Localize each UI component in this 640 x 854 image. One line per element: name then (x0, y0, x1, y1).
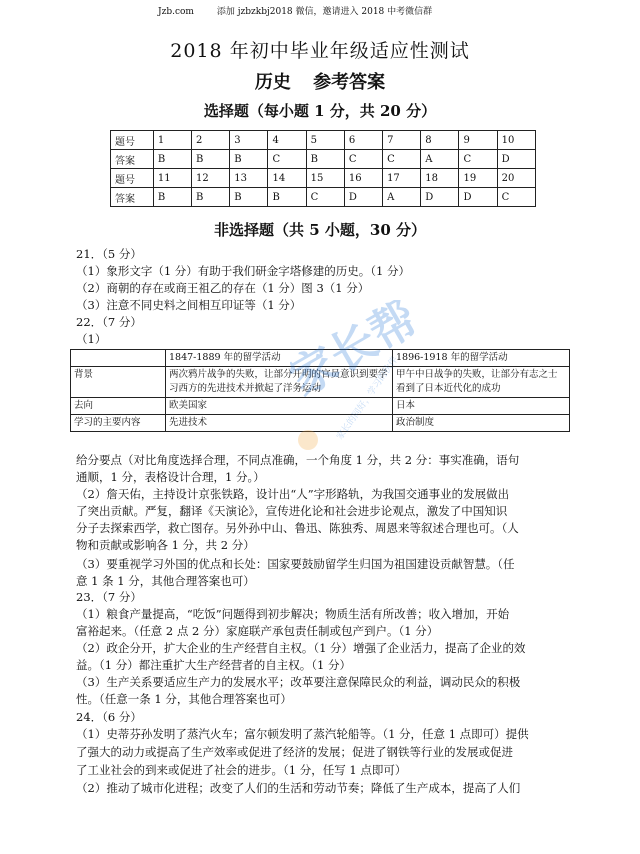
answer-cell: 2 (192, 131, 230, 150)
answer-cell: B (153, 150, 191, 169)
answer-cell: 19 (459, 169, 497, 188)
page-subtitle (0, 68, 640, 94)
q24-line: 了工业社会的到来或促进了社会的进步。（1 分，任写 1 点即可） (76, 763, 407, 777)
answer-cell: C (306, 188, 344, 207)
row-label: 学习的主要内容 (71, 415, 166, 432)
answer-cell: 4 (268, 131, 306, 150)
q22-line: 给分要点（对比角度选择合理，不同点准确，一个角度 1 分，共 2 分：事实准确，语句 (76, 453, 520, 467)
answer-cell: A (383, 188, 421, 207)
row-label: 背景 (71, 367, 166, 398)
page-title: 2018 年初中毕业年级适应性测试 (170, 40, 470, 62)
answer-cell: 18 (421, 169, 459, 188)
answer-cell: 8 (421, 131, 459, 150)
answer-cell: A (421, 150, 459, 169)
answer-cell: 7 (383, 131, 421, 150)
row-label: 题号 (111, 131, 154, 150)
watermark-dot (298, 430, 318, 450)
table-cell: 欧美国家 (166, 398, 393, 415)
q23-head: 23．（7 分） (76, 590, 142, 604)
answer-cell: 6 (344, 131, 382, 150)
q22-line: 意 1 条 1 分，其他合理答案也可） (76, 574, 255, 588)
nonchoice-heading: 非选择题（共 5 小题，30 分） (214, 221, 426, 239)
q24-line: （1）史蒂芬孙发明了蒸汽火车；富尔顿发明了蒸汽轮船等。（1 分，任意 1 点即可）提供 (76, 727, 529, 741)
kind-label: 参考答案 (313, 72, 386, 93)
q21-line: （3）注意不同史料之间相互印证等（1 分） (76, 298, 302, 312)
answer-cell: 3 (230, 131, 268, 150)
header-note: 添加 jzbzkbj2018 微信，邀请进入 2018 中考微信群 (216, 7, 433, 17)
answer-cell: C (459, 150, 497, 169)
q22-head: 22．（7 分） (76, 315, 142, 329)
table-cell: 甲午中日战争的失败，让部分有志之士看到了日本近代化的成功 (393, 367, 570, 398)
q24-head: 24．（6 分） (76, 710, 142, 724)
answer-cell: 14 (268, 169, 306, 188)
q23-line: （1）粮食产量提高，“吃饭”问题得到初步解决；物质生活有所改善；收入增加，开始 (76, 607, 510, 621)
answer-cell: 1 (153, 131, 191, 150)
study-abroad-table (70, 349, 570, 432)
q22-line: 分子去探索西学，救亡图存。另外孙中山、鲁迅、陈独秀、周恩来等叙述合理也可。（人 (76, 521, 519, 535)
answer-cell: D (459, 188, 497, 207)
subject-label: 历史 (254, 72, 291, 93)
q22-line: 了突出贡献。严复，翻译《天演论》，宣传进化论和社会进步论观点，激发了中国知识 (76, 504, 508, 518)
q22-line: 物和贡献或影响各 1 分，共 2 分） (76, 538, 255, 552)
answer-cell: C (268, 150, 306, 169)
header-line (158, 4, 432, 17)
answer-cell: C (497, 188, 535, 207)
answer-table-row (111, 150, 536, 169)
answer-cell: B (192, 188, 230, 207)
answer-cell: 11 (153, 169, 191, 188)
row-label: 答案 (111, 150, 154, 169)
row-label: 题号 (111, 169, 154, 188)
answer-cell: B (230, 188, 268, 207)
q22-line: （2）詹天佑，主持设计京张铁路，设计出“人”字形路轨，为我国交通事业的发展做出 (76, 487, 510, 501)
answer-cell: D (497, 150, 535, 169)
answer-cell: C (344, 150, 382, 169)
answer-cell: B (306, 150, 344, 169)
row-label: 答案 (111, 188, 154, 207)
answer-cell: 15 (306, 169, 344, 188)
q23-line: （3）生产关系要适应生产力的发展水平；改革要注意保障民众的利益，调动民众的积极 (76, 675, 521, 689)
column-header: 1847-1889 年的留学活动 (166, 350, 393, 367)
table-cell: 政治制度 (393, 415, 570, 432)
table-cell: 两次鸦片战争的失败，让部分开明的官员意识到要学习西方的先进技术并掀起了洋务运动 (166, 367, 393, 398)
table-corner (71, 350, 166, 367)
answer-cell: B (192, 150, 230, 169)
answer-cell: 10 (497, 131, 535, 150)
q21-head: 21．（5 分） (76, 247, 142, 261)
q23-line: 富裕起来。（任意 2 点 2 分）家庭联产承包责任制或包产到户。（1 分） (76, 624, 439, 638)
answer-table-row (111, 169, 536, 188)
answer-cell: 13 (230, 169, 268, 188)
answer-table-row (111, 131, 536, 150)
q21-line: （1）象形文字（1 分）有助于我们研金字塔修建的历史。（1 分） (76, 264, 411, 278)
answer-cell: C (383, 150, 421, 169)
answer-table-row (111, 188, 536, 207)
site-name: Jzb.com (158, 7, 194, 17)
q24-line: 了强大的动力或提高了生产效率或促进了经济的发展；促进了钢铁等行业的发展或促进 (76, 745, 513, 759)
q23-line: （2）政企分开，扩大企业的生产经营自主权。（1 分）增强了企业活力，提高了企业的效 (76, 641, 526, 655)
row-label: 去向 (71, 398, 166, 415)
answer-cell: 17 (383, 169, 421, 188)
answer-cell: 5 (306, 131, 344, 150)
q21-line: （2）商朝的存在或商王祖乙的存在（1 分）图 3（1 分） (76, 281, 370, 295)
answer-cell: D (421, 188, 459, 207)
table-cell: 日本 (393, 398, 570, 415)
answer-table (110, 130, 536, 207)
answer-cell: B (268, 188, 306, 207)
watermark-text: 家长帮 (290, 300, 420, 406)
answer-cell: 12 (192, 169, 230, 188)
q23-line: 性。（任意一条 1 分，其他合理答案也可） (76, 692, 292, 706)
q22-line: 通顺，1 分，表格设计合理，1 分。） (76, 470, 265, 484)
q24-line: （2）推动了城市化进程；改变了人们的生活和劳动节奏；降低了生产成本，提高了人们 (76, 781, 521, 795)
choice-heading: 选择题（每小题 1 分，共 20 分） (203, 102, 437, 120)
q22-sub1: （1） (76, 332, 107, 346)
column-header: 1896-1918 年的留学活动 (393, 350, 570, 367)
answer-cell: 9 (459, 131, 497, 150)
answer-cell: 20 (497, 169, 535, 188)
answer-cell: 16 (344, 169, 382, 188)
watermark-small-text: 家长的同好，学习的伙伴 (335, 355, 401, 443)
q23-line: 益。（1 分）都注重扩大生产经营者的自主权。（1 分） (76, 658, 351, 672)
table-cell: 先进技术 (166, 415, 393, 432)
answer-cell: D (344, 188, 382, 207)
answer-cell: B (230, 150, 268, 169)
q22-line: （3）要重视学习外国的优点和长处：国家要鼓励留学生归国为祖国建设贡献智慧。（任 (76, 557, 515, 571)
answer-cell: B (153, 188, 191, 207)
